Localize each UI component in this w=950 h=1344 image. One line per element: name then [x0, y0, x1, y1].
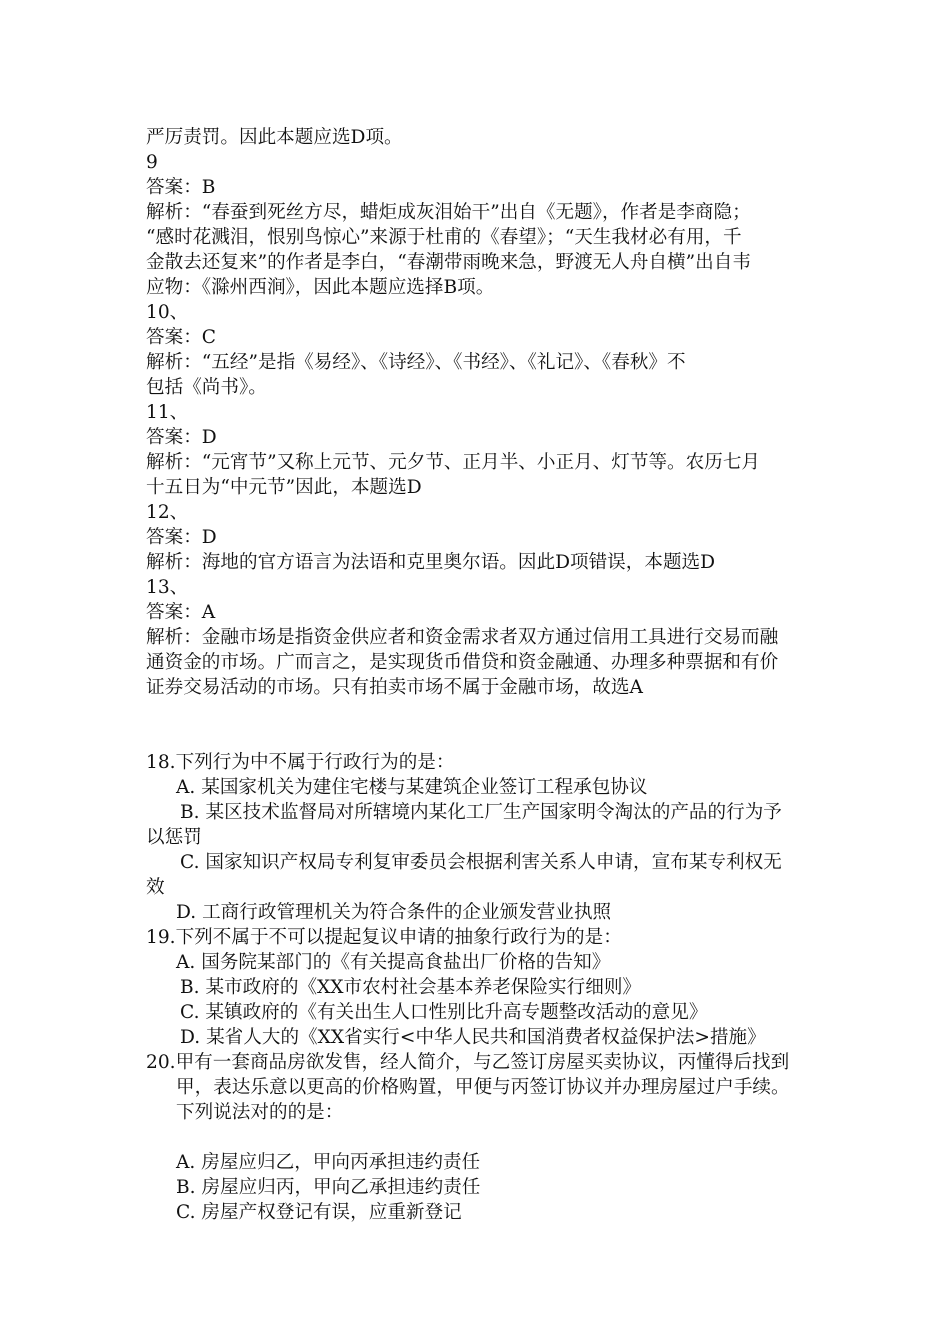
option-b-continued: 以惩罚 — [146, 827, 202, 848]
option-d: D. 某省人大的《XX省实行<中华人民共和国消费者权益保护法>措施》 — [180, 1027, 766, 1048]
question-number: 9 — [146, 152, 158, 173]
question-stem: 18.下列行为中不属于行政行为的是： — [146, 752, 455, 773]
explanation-line: 解析：“元宵节”又称上元节、元夕节、正月半、小正月、灯节等。农历七月 — [146, 452, 761, 473]
answer-line: 答案：A — [146, 602, 216, 623]
explanation-line: 解析：金融市场是指资金供应者和资金需求者双方通过信用工具进行交易而融 — [146, 627, 779, 648]
option-d: D. 工商行政管理机关为符合条件的企业颁发营业执照 — [176, 902, 612, 923]
option-a: A. 国务院某部门的《有关提高食盐出厂价格的告知》 — [176, 952, 611, 973]
option-a: A. 房屋应归乙，甲向丙承担违约责任 — [176, 1152, 481, 1173]
question-stem-continued: 甲，表达乐意以更高的价格购置，甲便与丙签订协议并办理房屋过户手续。 — [176, 1077, 790, 1098]
answer-line: 答案：D — [146, 527, 217, 548]
text-line: 严厉责罚。因此本题应选D项。 — [146, 127, 403, 148]
explanation-line: 解析：“五经”是指《易经》、《诗经》、《书经》、《礼记》、《春秋》不 — [146, 352, 686, 373]
explanation-line: 金散去还复来”的作者是李白，“春潮带雨晚来急，野渡无人舟自横”出自韦 — [146, 252, 751, 273]
question-number: 11、 — [146, 402, 189, 423]
question-stem: 19.下列不属于不可以提起复议申请的抽象行政行为的是： — [146, 927, 622, 948]
answer-line: 答案：D — [146, 427, 217, 448]
explanation-line: 解析：“春蚕到死丝方尽，蜡炬成灰泪始干”出自《无题》，作者是李商隐； — [146, 202, 751, 223]
question-stem-continued: 下列说法对的的是： — [176, 1102, 344, 1123]
explanation-line: 包括《尚书》。 — [146, 377, 267, 398]
explanation-line: 通资金的市场。广而言之，是实现货币借贷和资金融通、办理多种票据和有价 — [146, 652, 779, 673]
question-number: 12、 — [146, 502, 189, 523]
answer-line: 答案：B — [146, 177, 216, 198]
answer-line: 答案：C — [146, 327, 217, 348]
option-c-continued: 效 — [146, 877, 165, 898]
explanation-line: 十五日为“中元节”因此，本题选D — [146, 477, 422, 498]
option-c: C. 某镇政府的《有关出生人口性别比升高专题整改活动的意见》 — [180, 1002, 708, 1023]
option-c: C. 房屋产权登记有误，应重新登记 — [176, 1202, 462, 1223]
question-number: 13、 — [146, 577, 189, 598]
explanation-line: “感时花溅泪，恨别鸟惊心”来源于杜甫的《春望》；“天生我材必有用，千 — [146, 227, 742, 248]
option-b: B. 某市政府的《XX市农村社会基本养老保险实行细则》 — [180, 977, 642, 998]
question-stem: 20.甲有一套商品房欲发售，经人简介，与乙签订房屋买卖协议，丙懂得后找到 — [146, 1052, 790, 1073]
question-number: 10、 — [146, 302, 189, 323]
option-c: C. 国家知识产权局专利复审委员会根据利害关系人申请，宣布某专利权无 — [180, 852, 782, 873]
option-a: A. 某国家机关为建住宅楼与某建筑企业签订工程承包协议 — [176, 777, 648, 798]
explanation-line: 应物：《滁州西涧》，因此本题应选择B项。 — [146, 277, 495, 298]
option-b: B. 某区技术监督局对所辖境内某化工厂生产国家明令淘汰的产品的行为予 — [180, 802, 782, 823]
explanation-line: 证券交易活动的市场。只有拍卖市场不属于金融市场，故选A — [146, 677, 643, 698]
option-b: B. 房屋应归丙，甲向乙承担违约责任 — [176, 1177, 481, 1198]
explanation-line: 解析：海地的官方语言为法语和克里奥尔语。因此D项错误，本题选D — [146, 552, 716, 573]
